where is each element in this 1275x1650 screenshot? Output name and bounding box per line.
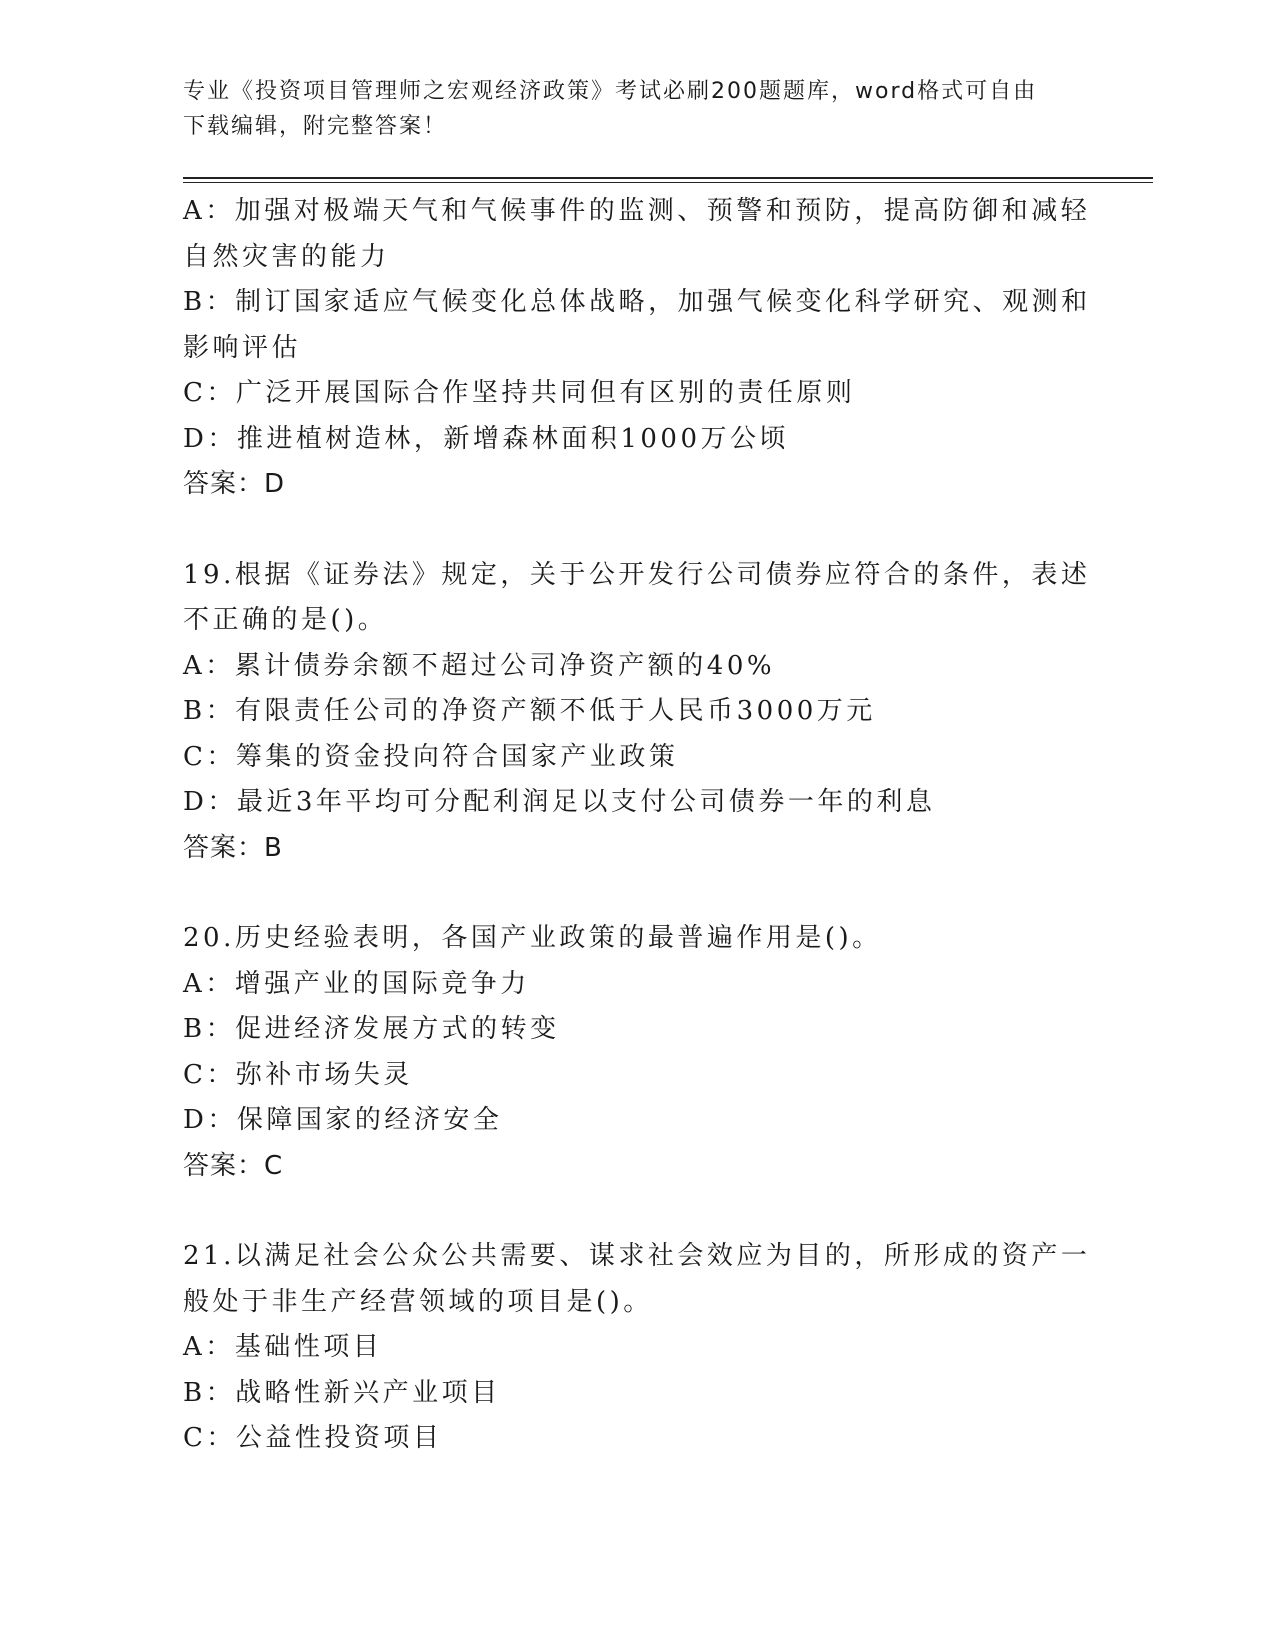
question-line: D：最近3年平均可分配利润足以支付公司债券一年的利息 [183,787,936,817]
answer-line: 答案：B [183,832,283,863]
question-line: 影响评估 [183,332,302,363]
question-line: D：推进植树造林，新增森林面积1000万公顷 [183,423,790,454]
header-rule-thin [183,182,1153,183]
question-block [183,189,1091,508]
header-rule-thick [183,177,1153,179]
question-list [183,189,1091,1462]
question-line: B：战略性新兴产业项目 [183,1377,501,1408]
question-line: A：累计债券余额不超过公司净资产额的40% [183,650,776,681]
question-line: C：筹集的资金投向符合国家产业政策 [183,741,679,772]
question-line: B：有限责任公司的净资产额不低于人民币3000万元 [183,696,876,726]
answer-line: 答案：D [183,469,286,499]
question-line: A：基础性项目 [183,1332,383,1362]
question-block [183,916,1083,1189]
question-line: B：促进经济发展方式的转变 [183,1014,560,1044]
question-block [183,1234,1091,1462]
block-spacer [183,508,1083,553]
question-line: 般处于非生产经营领域的项目是()。 [183,1286,653,1317]
question-line: D：保障国家的经济安全 [183,1105,503,1135]
question-line: A：加强对极端天气和气候事件的监测、预警和预防，提高防御和减轻 [183,196,1091,226]
question-line: A：增强产业的国际竞争力 [183,968,530,999]
question-line: 21.以满足社会公众公共需要、谋求社会效应为目的，所形成的资产一 [183,1241,1091,1271]
block-spacer [183,1189,1083,1234]
question-line: C：弥补市场失灵 [183,1059,413,1090]
question-line: 20.历史经验表明，各国产业政策的最普遍作用是()。 [183,923,882,953]
question-block [183,553,1091,872]
block-spacer [183,871,1083,916]
question-line: B：制订国家适应气候变化总体战略，加强气候变化科学研究、观测和 [183,287,1091,317]
answer-line: 答案：C [183,1150,284,1181]
document-header [183,74,1063,144]
header-line-2: 下载编辑，附完整答案！ [183,114,448,139]
question-line: C：广泛开展国际合作坚持共同但有区别的责任原则 [183,378,856,408]
question-line: C：公益性投资项目 [183,1423,443,1453]
question-line: 自然灾害的能力 [183,241,390,272]
question-line: 不正确的是()。 [183,605,388,635]
question-line: 19.根据《证券法》规定，关于公开发行公司债券应符合的条件，表述 [183,559,1091,590]
header-line-1: 专业《投资项目管理师之宏观经济政策》考试必刷200题题库，word格式可自由 [183,79,1038,104]
